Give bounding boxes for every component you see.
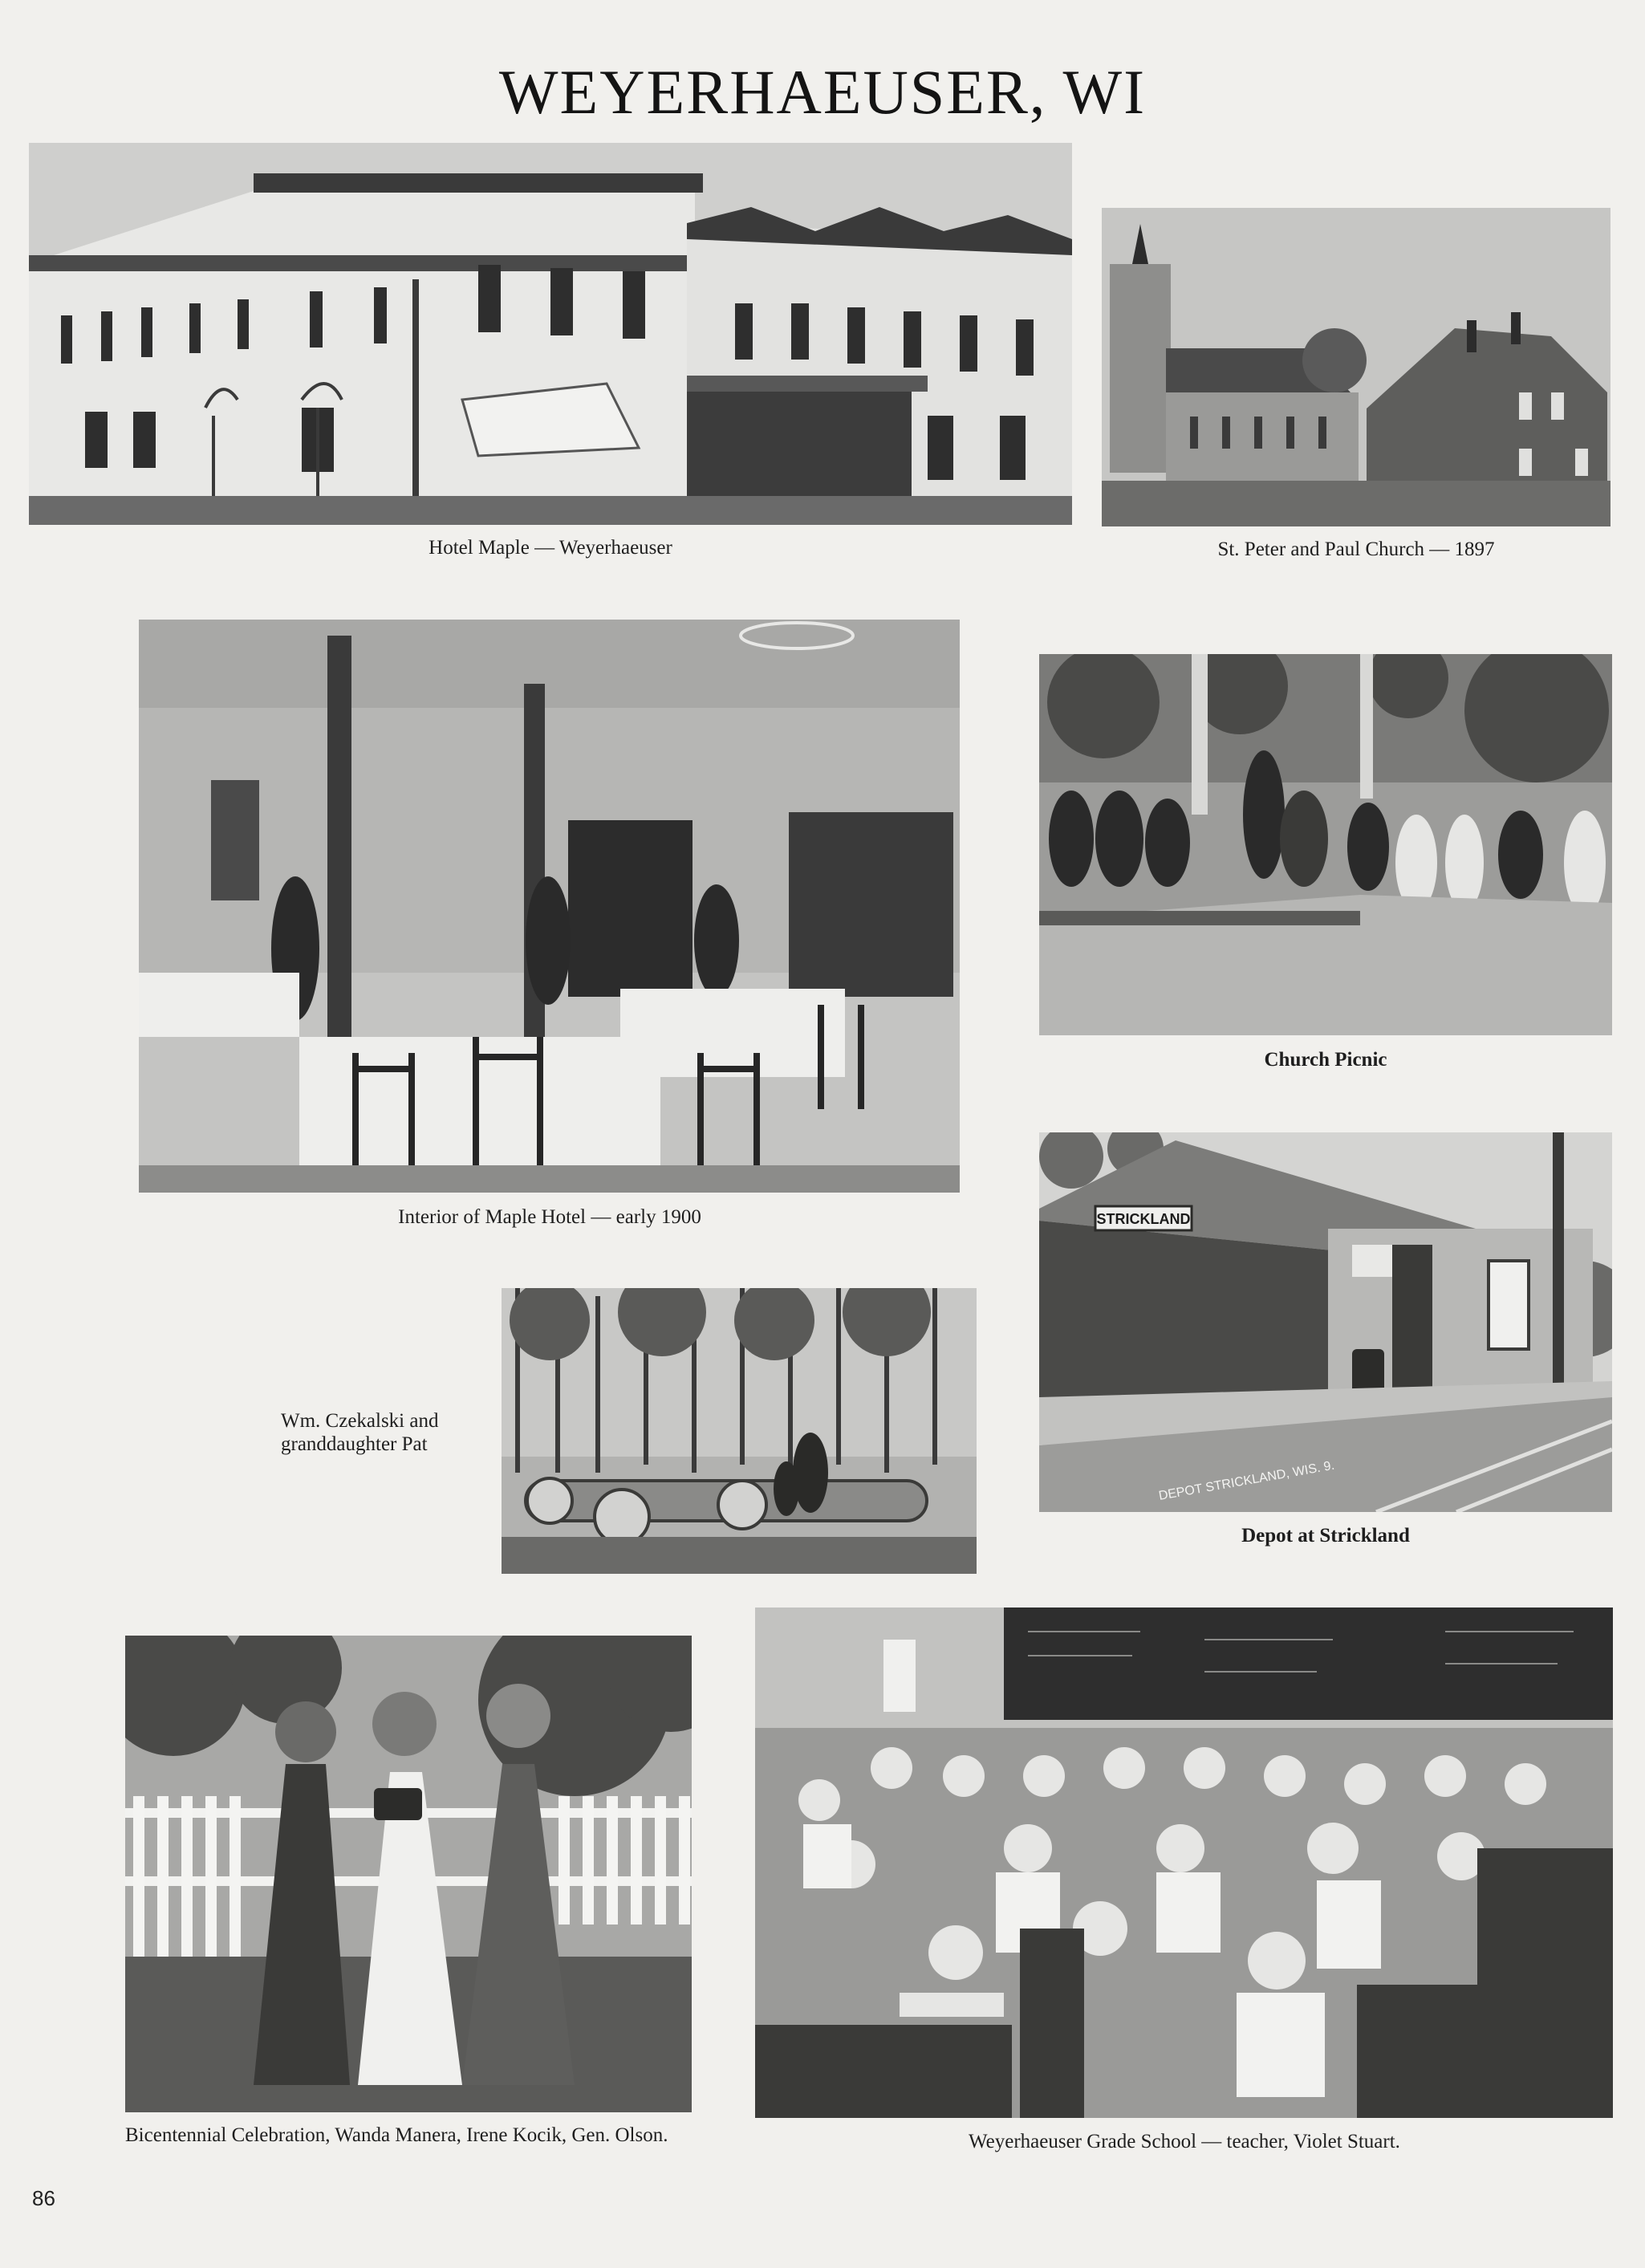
church-caption: St. Peter and Paul Church — 1897 xyxy=(1217,539,1495,560)
hotel-maple-caption: Hotel Maple — Weyerhaeuser xyxy=(429,537,672,559)
depot-caption: Depot at Strickland xyxy=(1241,1525,1410,1547)
page-number: 86 xyxy=(32,2186,55,2210)
church-picnic-caption: Church Picnic xyxy=(1264,1049,1387,1071)
hotel-interior-photo xyxy=(139,620,960,1193)
hotel-maple-photo xyxy=(29,143,1072,525)
bicentennial-caption: Bicentennial Celebration, Wanda Manera, Irene Kocik, Gen. Olson. xyxy=(125,2124,668,2146)
logging-photo xyxy=(502,1288,977,1574)
logging-caption: Wm. Czekalski and granddaughter Pat xyxy=(281,1410,439,1455)
depot-photo xyxy=(1039,1132,1612,1512)
bicentennial-photo xyxy=(125,1636,692,2112)
depot-platform-text: DEPOT STRICKLAND, WIS. 9. xyxy=(1157,1458,1336,1503)
grade-school-photo xyxy=(755,1608,1613,2118)
page-title: WEYERHAEUSER, WI xyxy=(498,57,1147,127)
church-picnic-photo xyxy=(1039,654,1612,1035)
grade-school-caption: Weyerhaeuser Grade School — teacher, Violet Stuart. xyxy=(969,2131,1400,2152)
depot-sign-text: STRICKLAND xyxy=(1096,1211,1191,1227)
hotel-interior-caption: Interior of Maple Hotel — early 1900 xyxy=(398,1206,701,1228)
church-photo xyxy=(1102,208,1610,526)
